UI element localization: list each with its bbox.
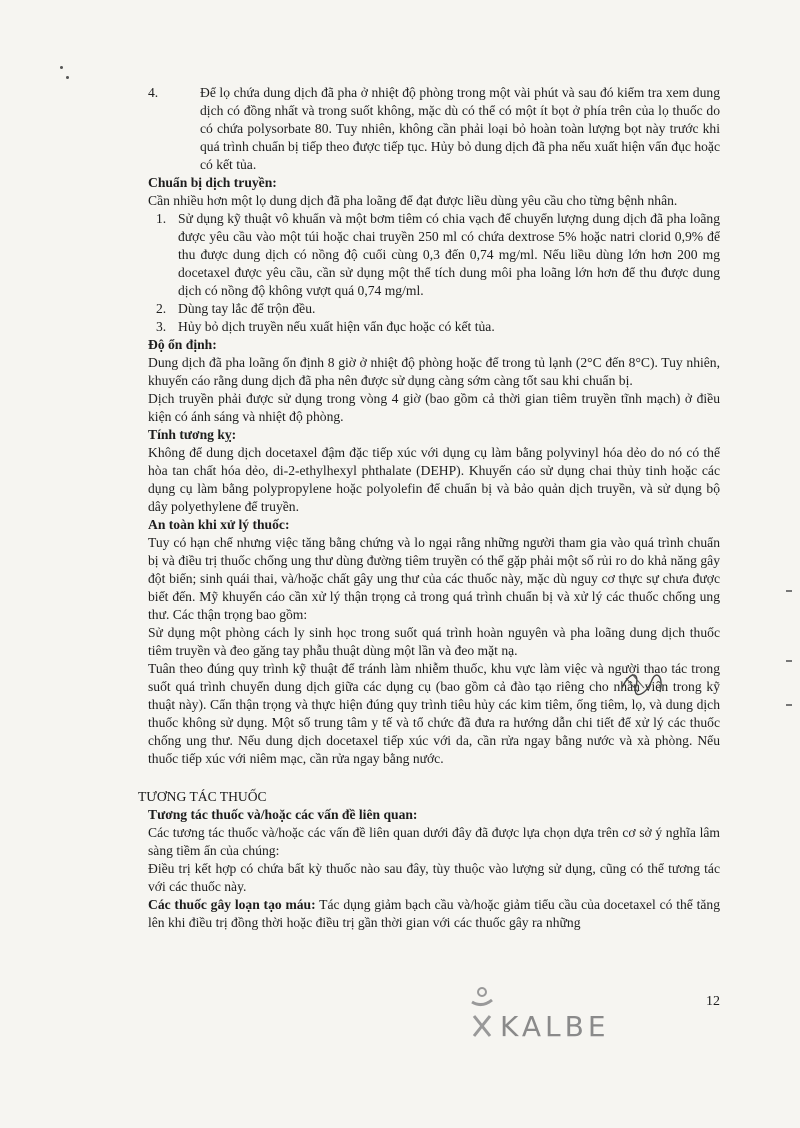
infusion-step-3 [148, 318, 720, 336]
interactions-paragraph [148, 896, 720, 932]
compatibility-paragraph: Không để dung dịch docetaxel đậm đặc tiếp xúc với dụng cụ làm bằng polyvinyl hóa dẻo do nó có thể hòa tan chất hóa dẻo, di-2-ethylhexyl phthalate (DEHP). Khuyến cáo sử dụng chai thủy tinh hoặc các dụng cụ làm bằng polypropylene hoặc polyolefin để chuẩn bị và bảo quản dịch truyền, và sử dụng bộ dây polyethylene để truyền. [148, 445, 720, 514]
list-number: 3. [156, 319, 167, 334]
infusion-step-1 [148, 210, 720, 300]
scan-speck [60, 66, 63, 69]
list-number: 1. [156, 211, 167, 226]
scan-speck [66, 76, 69, 79]
safety-paragraph: Tuy có hạn chế nhưng việc tăng bằng chứng và lo ngại rằng những người tham gia vào quá trình chuẩn bị và điều trị thuốc chống ung thư dùng đường tiêm truyền có thể gặp phải một số rủi ro do khả năng gây đột biến; sinh quái thai, và/hoặc chất gây ung thư của các thuốc này, mặc dù nguy cơ thực sự chưa được biết đến. Mỹ khuyến cáo cần xử lý thận trọng cả trong quá trình chuẩn bị và xử lý các thuốc chống ung thư. Các thận trọng bao gồm: [148, 535, 720, 622]
document-page [138, 84, 720, 932]
stability-paragraph: Dịch truyền phải được sử dụng trong vòng 4 giờ (bao gồm cả thời gian tiêm truyền tĩnh mạch) ở điều kiện có ánh sáng và nhiệt độ phòng. [148, 391, 720, 424]
scan-edge-mark [786, 590, 792, 592]
infusion-step-2 [148, 300, 720, 318]
safety-paragraph: Tuân theo đúng quy trình kỹ thuật để tránh làm nhiễm thuốc, khu vực làm việc và người thao tác trong suốt quá trình chuyển dung dịch giữa các dụng cụ (bao gồm cả đào tạo riêng cho nhân viên trong kỹ thuật này). Cẩn thận trọng và thực hiện đúng quy trình tiêu hủy các kim tiêm, ống tiêm, lọ, và dung dịch thuốc không sử dụng. Một số trung tâm y tế và tổ chức đã đưa ra hướng dẫn chi tiết để xử lý các thuốc chống ung thư. Nếu dung dịch docetaxel tiếp xúc với da, cần rửa ngay bằng nước và xà phòng. Nếu thuốc tiếp xúc với niêm mạc, cần rửa ngay bằng nước. [148, 661, 720, 766]
inline-bold-label: Các thuốc gây loạn tạo máu: [148, 897, 316, 912]
list-item-text: Sử dụng kỹ thuật vô khuẩn và một bơm tiêm có chia vạch để chuyển lượng dung dịch đã pha loãng được yêu cầu vào một túi hoặc chai truyền 250 ml có chứa dextrose 5% hoặc natri clorid 0,9% để thu được dung dịch có nồng độ cuối cùng 0,3 đến 0,74 mg/ml. Nếu liều dùng lớn hơn 200 mg docetaxel được yêu cầu, cần sử dụng một thể tích dung môi pha loãng lớn hơn để thu được dung dịch có nồng độ không vượt quá 0,74 mg/ml. [178, 211, 720, 298]
subheading-interactions: Tương tác thuốc và/hoặc các vấn đề liên quan: [148, 807, 418, 822]
inline-text: Tác dụng giảm bạch cầu và/hoặc giảm tiểu cầu của docetaxel có thể tăng lên khi điều trị đồng thời hoặc điều trị gần thời gian với các thuốc gây ra những [148, 897, 720, 930]
handwritten-scribble [616, 666, 676, 706]
logo-text: KALBE [500, 1010, 610, 1043]
infusion-intro: Cần nhiều hơn một lọ dung dịch đã pha loãng để đạt được liều dùng yêu cầu cho từng bệnh nhân. [148, 193, 678, 208]
list-number: 4. [148, 85, 159, 100]
list-item-text: Để lọ chứa dung dịch đã pha ở nhiệt độ phòng trong một vài phút và sau đó kiểm tra xem dung dịch có đồng nhất và trong suốt không, mặc dù có thể có một ít bọt ở phía trên của lọ thuốc do có chứa polysorbate 80. Tuy nhiên, không cần phải loại bỏ hoàn toàn lượng bọt này trước khi quá trình chuẩn bị tiếp theo được tiếp tục. Hủy bỏ dung dịch đã pha nếu xuất hiện vẩn đục hoặc có kết tủa. [200, 85, 720, 172]
section-title-interactions: TƯƠNG TÁC THUỐC [138, 789, 267, 804]
scan-edge-mark [786, 660, 792, 662]
section-heading-infusion: Chuẩn bị dịch truyền: [148, 175, 277, 190]
section-heading-compatibility: Tính tương kỵ: [148, 427, 237, 442]
interactions-paragraph: Điều trị kết hợp có chứa bất kỳ thuốc nào sau đây, tùy thuộc vào lượng sử dụng, cũng có thể tương tác với các thuốc này. [148, 861, 720, 894]
section-heading-safety: An toàn khi xử lý thuốc: [148, 517, 290, 532]
page-number: 12 [706, 994, 720, 1009]
section-heading-stability: Độ ổn định: [148, 337, 217, 352]
list-item-text: Dùng tay lắc để trộn đều. [178, 301, 316, 316]
safety-paragraph: Sử dụng một phòng cách ly sinh học trong suốt quá trình hoàn nguyên và pha loãng dung dịch thuốc tiêm truyền và đeo găng tay phẫu thuật dùng một lần và đeo mặt nạ. [148, 625, 720, 658]
stability-paragraph: Dung dịch đã pha loãng ổn định 8 giờ ở nhiệt độ phòng hoặc để trong tủ lạnh (2°C đến 8°C). Tuy nhiên, khuyến cáo rằng dung dịch đã pha nên được sử dụng càng sớm càng tốt sau khi chuẩn bị. [148, 355, 720, 388]
list-item-4 [148, 84, 720, 174]
interactions-paragraph: Các tương tác thuốc và/hoặc các vấn đề liên quan dưới đây đã được lựa chọn dựa trên cơ sở ý nghĩa lâm sàng tiềm ẩn của chúng: [148, 825, 720, 858]
list-item-text: Hủy bỏ dịch truyền nếu xuất hiện vẩn đục hoặc có kết tủa. [178, 319, 495, 334]
list-number: 2. [156, 301, 167, 316]
scan-edge-mark [786, 704, 792, 706]
